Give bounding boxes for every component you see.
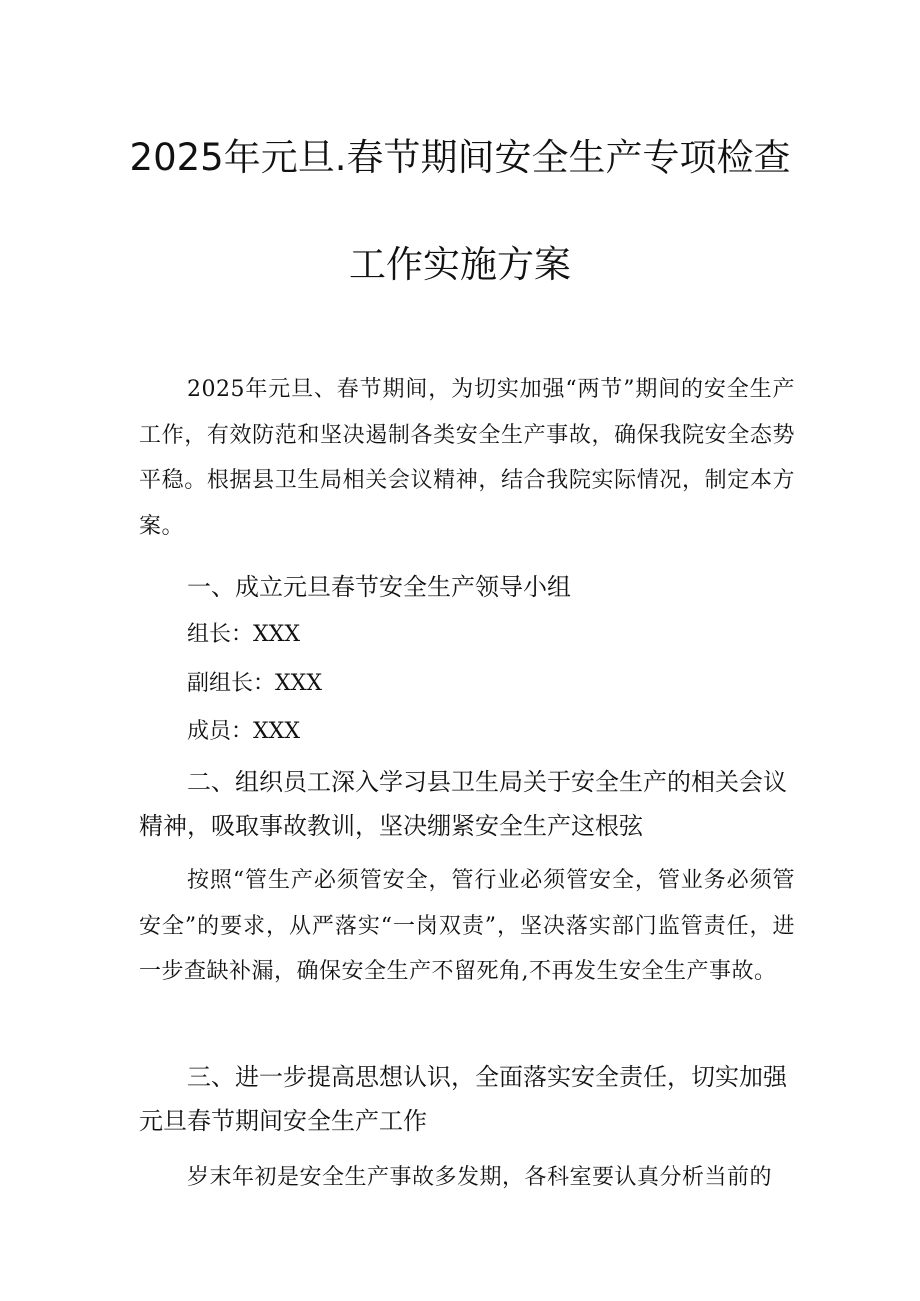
section-3-heading: 三、进一步提高思想认识，全面落实安全责任，切实加强元旦春节期间安全生产工作 [139,1063,787,1135]
section-1-heading: 一、成立元旦春节安全生产领导小组 [187,573,571,601]
section-2-paragraph: 按照“管生产必须管安全，管行业必须管安全，管业务必须管安全”的要求，从严落实“一岗双责”，坚决落实部门监管责任，进一步查缺补漏，确保安全生产不留死角,不再发生安全生产事故。 [139,868,795,984]
section-2-heading: 二、组织员工深入学习县卫生局关于安全生产的相关会议精神，吸取事故教训，坚决绷紧安全生产这根弦 [139,768,787,840]
section-3-paragraph: 岁末年初是安全生产事故多发期，各科室要认真分析当前的 [187,1165,773,1190]
document-title-line-1: 2025年元旦.春节期间安全生产专项检查 [129,136,791,179]
leader-line: 组长：XXX [187,622,300,647]
intro-paragraph: 2025年元旦、春节期间，为切实加强“两节”期间的安全生产工作，有效防范和坚决遏制各类安全生产事故，确保我院安全态势平稳。根据县卫生局相关会议精神，结合我院实际情况，制定本方案。 [139,377,795,539]
document-title-line-2: 工作实施方案 [349,243,571,286]
members-line: 成员：XXX [187,719,300,744]
deputy-leader-line: 副组长：XXX [187,671,322,696]
